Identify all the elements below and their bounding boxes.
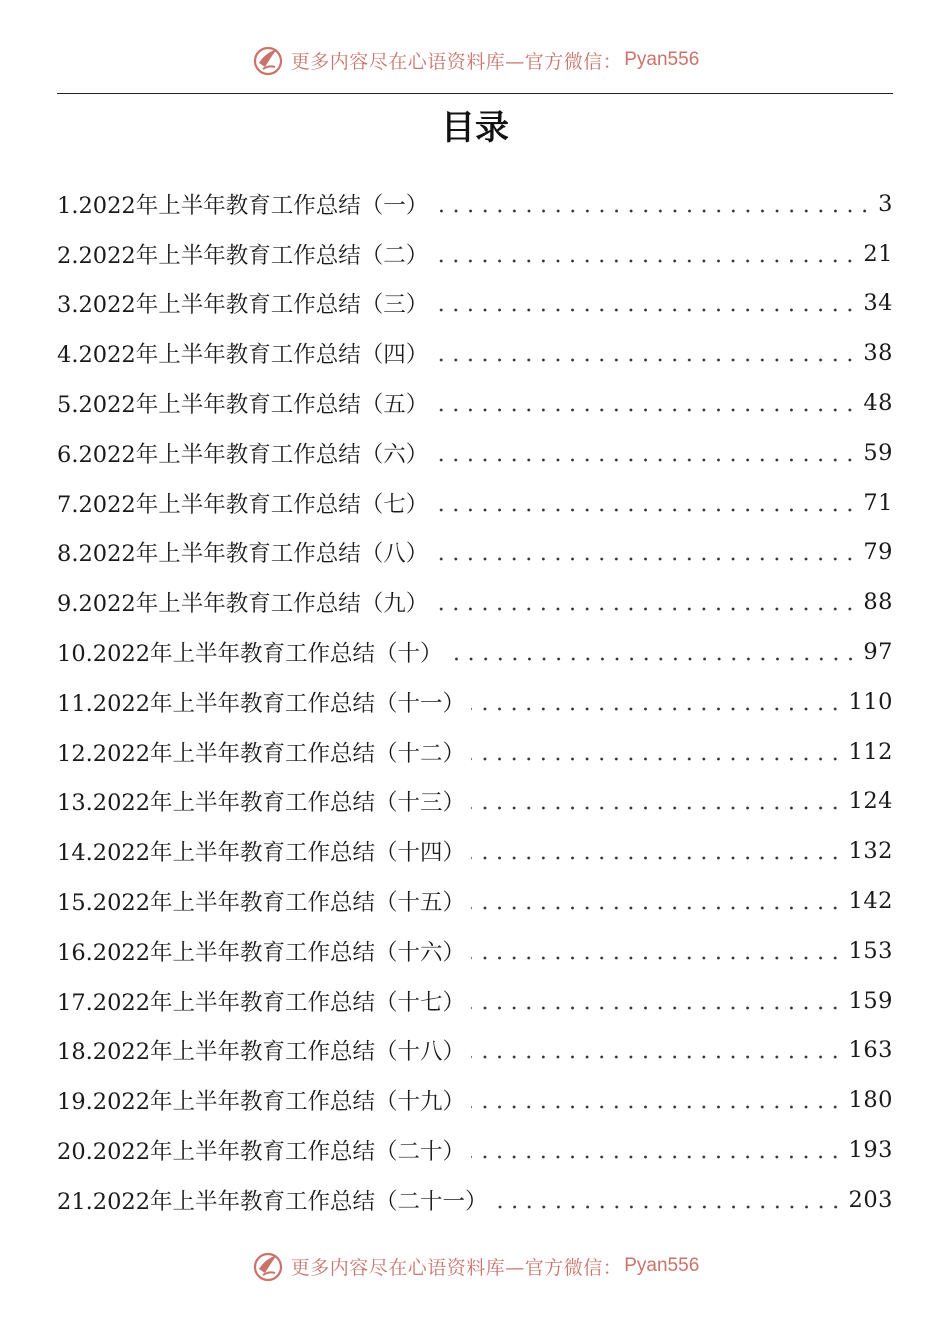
toc-entry[interactable] [57,627,893,677]
toc-entry-page: 193 [848,1137,893,1164]
footer-watermark-text: 更多内容尽在心语资料库—官方微信： [290,1256,623,1279]
toc-entry-page: 180 [848,1087,893,1114]
toc-entry[interactable] [57,826,893,876]
toc-leader-dots [471,856,843,860]
toc-entry-label: 5.2022年上半年教育工作总结（五） [57,392,429,419]
toc-entry-label: 6.2022年上半年教育工作总结（六） [57,441,429,468]
toc-entry-page: 79 [863,539,893,566]
toc-leader-dots [434,508,857,512]
toc-entry-page: 163 [848,1037,893,1064]
header-divider [57,93,893,94]
toc-entry-page: 203 [848,1186,893,1213]
toc-entry[interactable] [57,378,893,428]
toc-leader-dots [471,1055,843,1059]
toc-entry-page: 142 [848,888,893,915]
toc-entry-page: 48 [863,390,893,417]
toc-entry-label: 20.2022年上半年教育工作总结（二十） [57,1139,466,1166]
toc-entry-page: 112 [848,738,893,765]
toc-entry[interactable] [57,179,893,229]
toc-entry[interactable] [57,229,893,279]
toc-entry-label: 2.2022年上半年教育工作总结（二） [57,242,429,269]
toc-entry[interactable] [57,976,893,1026]
toc-entry-label: 14.2022年上半年教育工作总结（十四） [57,840,466,867]
toc-entry-page: 21 [863,240,893,267]
toc-entry-page: 38 [863,340,893,367]
toc-leader-dots [434,607,857,611]
toc-entry[interactable] [57,577,893,627]
toc-entry-label: 15.2022年上半年教育工作总结（十五） [57,890,466,917]
toc-entry[interactable] [57,1075,893,1125]
toc-leader-dots [434,408,857,412]
toc-entry[interactable] [57,1175,893,1225]
toc-entry-label: 17.2022年上半年教育工作总结（十七） [57,989,466,1016]
toc-entry-page: 153 [848,937,893,964]
toc-entry-page: 132 [848,838,893,865]
toc-entry[interactable] [57,677,893,727]
toc-leader-dots [471,707,843,711]
toc-entry[interactable] [57,478,893,528]
toc-entry-label: 9.2022年上半年教育工作总结（九） [57,591,429,618]
toc-entry-label: 19.2022年上半年教育工作总结（十九） [57,1089,466,1116]
toc-entry-label: 12.2022年上半年教育工作总结（十二） [57,740,466,767]
toc-leader-dots [434,209,872,213]
toc-entry-label: 18.2022年上半年教育工作总结（十八） [57,1039,466,1066]
toc-leader-dots [471,906,843,910]
footer-wechat-id: Pyan556 [624,1255,700,1276]
toc-entry-page: 71 [863,489,893,516]
toc-entry-label: 4.2022年上半年教育工作总结（四） [57,342,429,369]
toc-entry-label: 21.2022年上半年教育工作总结（二十一） [57,1188,488,1215]
toc-leader-dots [434,358,857,362]
toc-leader-dots [434,458,857,462]
toc-entry-page: 34 [863,290,893,317]
toc-leader-dots [471,1006,843,1010]
brush-calligraphy-icon [251,43,285,77]
toc-entry-label: 10.2022年上半年教育工作总结（十） [57,641,443,668]
toc-entry-label: 8.2022年上半年教育工作总结（八） [57,541,429,568]
toc-leader-dots [471,956,843,960]
toc-leader-dots [471,1105,843,1109]
toc-entry[interactable] [57,876,893,926]
toc-entry-label: 11.2022年上半年教育工作总结（十一） [57,690,466,717]
toc-entry[interactable] [57,1125,893,1175]
toc-leader-dots [434,557,857,561]
toc-entry[interactable] [57,328,893,378]
toc-leader-dots [471,1155,843,1159]
toc-entry[interactable] [57,428,893,478]
toc-entry-label: 13.2022年上半年教育工作总结（十三） [57,790,466,817]
brush-calligraphy-icon [251,1249,285,1283]
header-watermark [0,40,950,80]
toc-entry[interactable] [57,528,893,578]
toc-entry-page: 97 [863,639,893,666]
toc-leader-dots [434,308,857,312]
toc-entry-label: 16.2022年上半年教育工作总结（十六） [57,939,466,966]
toc-leader-dots [471,806,843,810]
toc-leader-dots [494,1205,843,1209]
toc-leader-dots [434,259,857,263]
toc-entry[interactable] [57,777,893,827]
toc-entry-page: 159 [848,987,893,1014]
toc-entry[interactable] [57,279,893,329]
toc-entry-label: 1.2022年上半年教育工作总结（一） [57,192,429,219]
toc-entry-label: 7.2022年上半年教育工作总结（七） [57,491,429,518]
toc-entry-page: 59 [863,439,893,466]
toc-entry[interactable] [57,926,893,976]
toc-entry[interactable] [57,727,893,777]
header-watermark-text: 更多内容尽在心语资料库—官方微信： [290,50,623,73]
toc-entry-page: 124 [848,788,893,815]
toc-leader-dots [471,757,843,761]
table-of-contents [57,179,893,1225]
toc-entry-page: 3 [878,190,893,217]
toc-leader-dots [449,657,858,661]
footer-watermark [0,1246,950,1286]
toc-entry-label: 3.2022年上半年教育工作总结（三） [57,292,429,319]
toc-entry-page: 110 [848,688,893,715]
toc-entry[interactable] [57,1026,893,1076]
page-title: 目录 [441,108,509,148]
toc-entry-page: 88 [863,589,893,616]
header-wechat-id: Pyan556 [624,49,700,70]
